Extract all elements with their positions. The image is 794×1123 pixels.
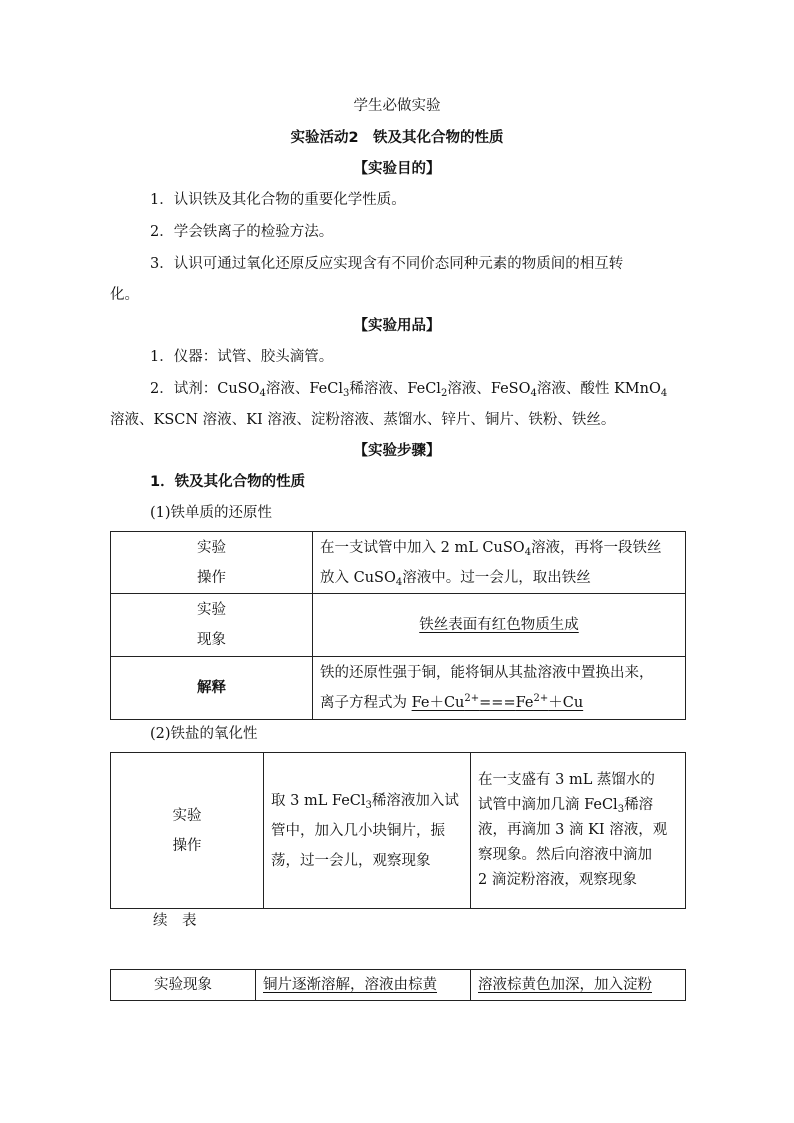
ionic-equation: $Fe+Cu^{2+}===Fe^{2+}+Cu$ (411, 693, 584, 711)
phenomenon-cell-ki: 溶液棕黄色加深，加入淀粉 (471, 970, 686, 1001)
purpose-item-1: 1．认识铁及其化合物的重要化学性质。 (150, 192, 406, 208)
steps-heading: 【实验步骤】 (353, 443, 441, 459)
continued-label: 续 表 (153, 913, 197, 929)
table-row (111, 532, 686, 594)
row-cell-phenomenon: 铁丝表面有红色物质生成 (313, 594, 686, 657)
supplies-heading: 【实验用品】 (353, 318, 441, 334)
purpose-item-2: 2．学会铁离子的检验方法。 (150, 224, 334, 240)
table-row (111, 753, 686, 909)
operation-cell-ki: 在一支盛有 3 mL 蒸馏水的 试管中滴加几滴 FeCl$_3$稀溶 液，再滴加 3 滴 KI 溶液，观 察现象。然后向溶液中滴加 2 滴淀粉溶液，观察现象 (471, 753, 686, 909)
row-label-phenomenon: 实验 现象 (111, 594, 313, 657)
table-continued (110, 969, 686, 1001)
phenomenon-cell-copper: 铜片逐渐溶解，溶液由棕黄 (256, 970, 471, 1001)
purpose-item-3: 3．认识可通过氧化还原反应实现含有不同价态同种元素的物质间的相互转 (150, 256, 624, 272)
supplies-instruments: 1．仪器：试管、胶头滴管。 (150, 349, 334, 365)
row-label-explanation: 解释 (111, 657, 313, 720)
supplies-reagents-cont: 溶液、KSCN 溶液、KI 溶液、淀粉溶液、蒸馏水、锌片、铜片、铁粉、铁丝。 (110, 412, 616, 428)
row-cell-operation: 在一支试管中加入 2 mL CuSO$_4$溶液，再将一段铁丝 放入 CuSO$_4$溶液中。过一会儿，取出铁丝 (313, 532, 686, 594)
row-label-operation: 实验 操作 (111, 753, 264, 909)
document-title: 学生必做实验 (353, 98, 441, 114)
subsection-2: (2)铁盐的氧化性 (150, 726, 258, 742)
row-label-phenomenon: 实验现象 (111, 970, 256, 1001)
row-label-operation: 实验 操作 (111, 532, 313, 594)
row-cell-explanation: 铁的还原性强于铜，能将铜从其盐溶液中置换出来， 离子方程式为 $Fe+Cu^{2+}===Fe^{2+}+Cu$ (313, 657, 686, 720)
purpose-item-3-cont: 化。 (110, 287, 139, 303)
table-row (111, 970, 686, 1001)
document-subtitle: 实验活动2 铁及其化合物的性质 (290, 130, 504, 146)
subsection-1: (1)铁单质的还原性 (150, 505, 273, 521)
table-iron-salt-oxidation (110, 752, 686, 909)
table-row (111, 657, 686, 720)
supplies-reagents: 2．试剂：CuSO$_4$溶液、FeCl$_3$稀溶液、FeCl$_2$溶液、FeSO$_4$溶液、酸性 KMnO$_4$ (150, 381, 668, 399)
section-1-heading: 1．铁及其化合物的性质 (150, 474, 306, 490)
purpose-heading: 【实验目的】 (353, 161, 441, 177)
table-iron-reduction (110, 531, 686, 720)
operation-cell-copper: 取 3 mL FeCl$_3$稀溶液加入试 管中，加入几小块铜片，振 荡，过一会儿，观察现象 (264, 753, 471, 909)
table-row (111, 594, 686, 657)
